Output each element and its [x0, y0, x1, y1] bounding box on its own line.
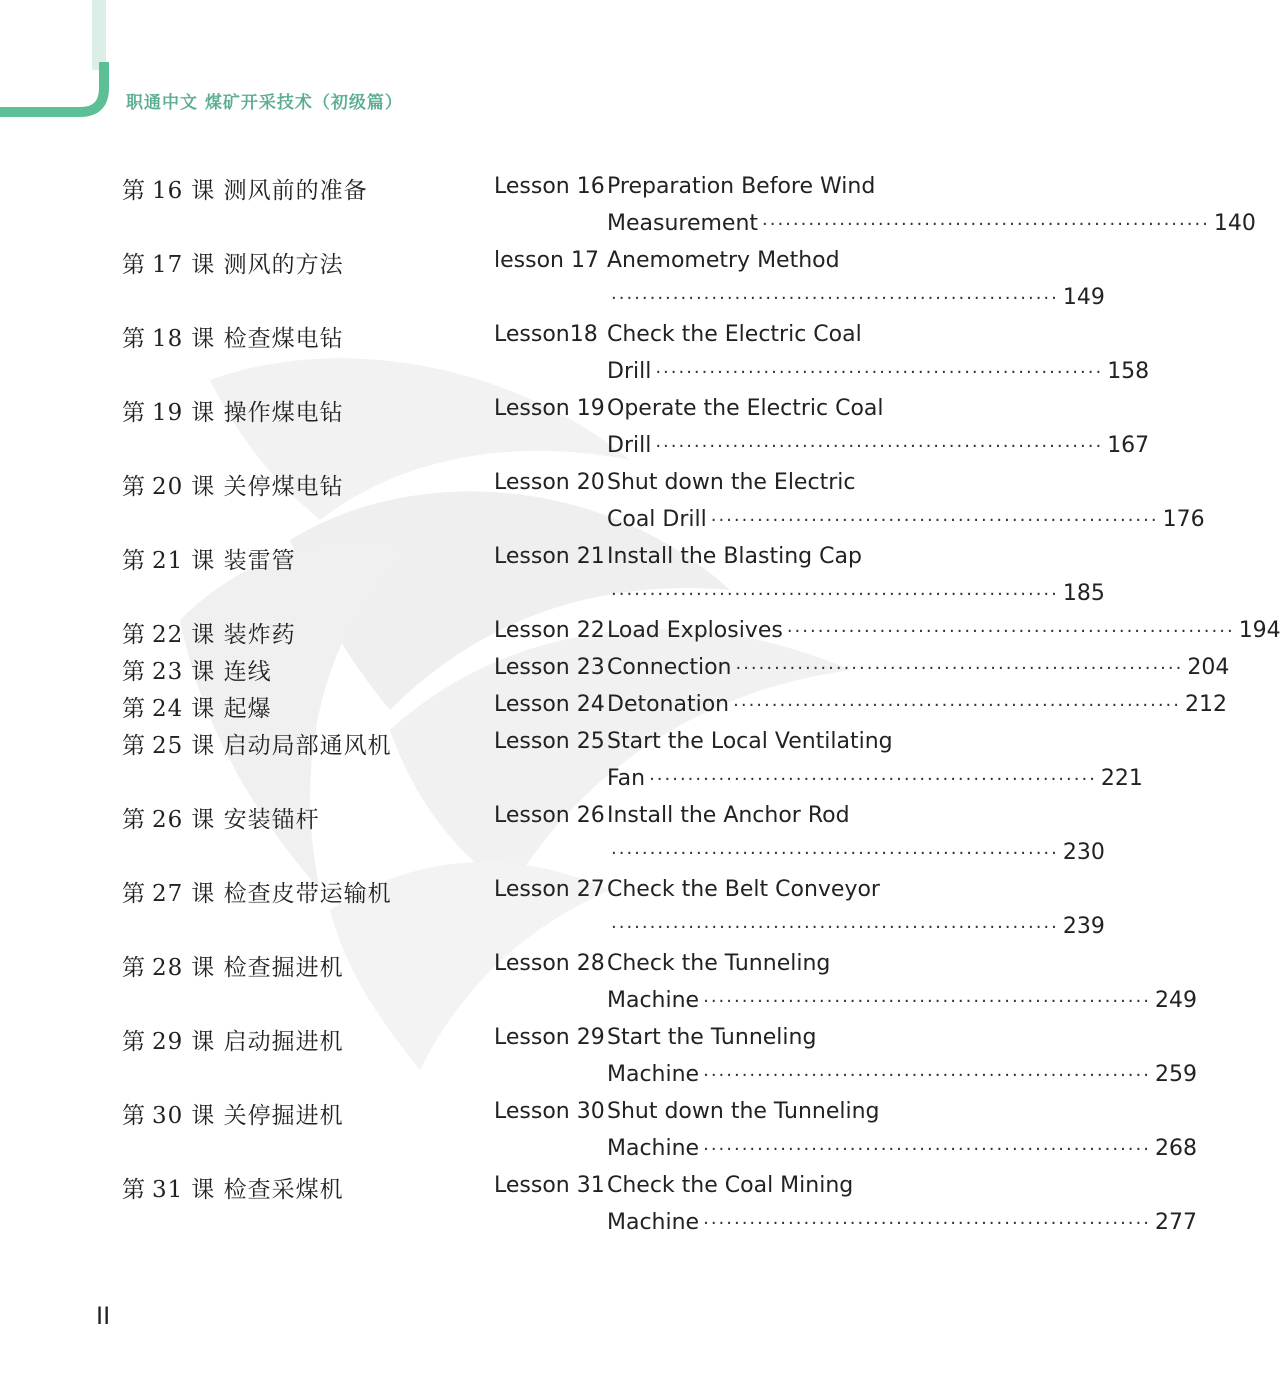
en-title-cont: Measurement [607, 211, 759, 236]
cn-lesson-title: 课 启动掘进机 [191, 1029, 344, 1055]
cn-prefix: 第 [122, 659, 146, 685]
lesson-label: Lesson 27 [494, 877, 605, 902]
toc-cn-title [122, 1171, 344, 1204]
en-title-cont: Machine [607, 988, 700, 1013]
en-title: Install the Blasting Cap [607, 544, 862, 569]
lesson-label: lesson 17 [494, 248, 599, 273]
cn-lesson-title: 课 起爆 [191, 696, 272, 722]
lesson-number: 23 [152, 659, 184, 685]
lesson-number: 19 [152, 400, 184, 426]
cn-prefix: 第 [122, 400, 146, 426]
lesson-label: Lesson 22 [494, 618, 605, 643]
toc-cn-title [122, 949, 344, 982]
en-title: Check the Coal Mining [607, 1173, 854, 1198]
leader-dots: ·························································· [735, 658, 1184, 679]
leader-dots: ·························································· [611, 843, 1059, 864]
lesson-label: Lesson 26 [494, 803, 605, 828]
lesson-label: Lesson 21 [494, 544, 605, 569]
en-title: Check the Tunneling [607, 951, 831, 976]
lesson-label: Lesson 24 [494, 692, 605, 717]
lesson-number: 18 [152, 326, 184, 352]
page-ref: 239 [1062, 914, 1105, 939]
cn-prefix: 第 [122, 1029, 146, 1055]
leader-dots: ·························································· [655, 436, 1104, 457]
cn-prefix: 第 [122, 326, 146, 352]
cn-prefix: 第 [122, 252, 146, 278]
en-title-cont: Drill [607, 433, 652, 458]
en-title-cont: Fan [607, 766, 646, 791]
toc-cn-title [122, 1097, 344, 1130]
lesson-number: 31 [152, 1177, 184, 1203]
toc-cn-title [122, 875, 392, 908]
cn-prefix: 第 [122, 622, 146, 648]
leader-dots: ·························································· [611, 288, 1059, 309]
page-ref: 268 [1154, 1136, 1197, 1161]
lesson-number: 26 [152, 807, 184, 833]
cn-prefix: 第 [122, 881, 146, 907]
page-number: II [96, 1302, 111, 1330]
en-title-cont: Coal Drill [607, 507, 707, 532]
page-ref: 185 [1062, 581, 1105, 606]
leader-dots: ·························································· [655, 362, 1104, 383]
en-title: Load Explosives [607, 618, 783, 643]
toc-cn-title [122, 690, 272, 723]
toc-cn-title [122, 616, 296, 649]
toc-entry-line [607, 840, 1105, 865]
toc-cn-title [122, 1023, 344, 1056]
toc-entry-line [607, 1062, 1197, 1087]
page-ref: 204 [1187, 655, 1230, 680]
cn-lesson-title: 课 启动局部通风机 [191, 733, 392, 759]
lesson-number: 22 [152, 622, 184, 648]
en-title: Start the Local Ventilating [607, 729, 893, 754]
toc-entry-line [607, 359, 1150, 384]
page-ref: 212 [1185, 692, 1227, 717]
toc-entry-line [607, 766, 1143, 791]
lesson-number: 16 [152, 178, 184, 204]
cn-lesson-title: 课 检查采煤机 [191, 1177, 344, 1203]
page-ref: 249 [1154, 988, 1197, 1013]
en-title-cont: Machine [607, 1210, 700, 1235]
toc-cn-title [122, 172, 368, 205]
lesson-number: 28 [152, 955, 184, 981]
lesson-label: Lesson 28 [494, 951, 605, 976]
cn-lesson-title: 课 关停掘进机 [191, 1103, 344, 1129]
cn-prefix: 第 [122, 178, 146, 204]
toc-entry-line [607, 285, 1105, 310]
page-ref: 221 [1100, 766, 1143, 791]
toc-entry-line [607, 618, 1281, 643]
toc-cn-title [122, 653, 272, 686]
leader-dots: ·························································· [786, 621, 1235, 642]
lesson-label: Lesson 16 [494, 174, 605, 199]
toc-entry-line [607, 211, 1256, 236]
cn-lesson-title: 课 检查煤电钻 [191, 326, 344, 352]
leader-dots: ·························································· [710, 510, 1159, 531]
toc-entry-line [607, 1136, 1197, 1161]
en-title-cont: Machine [607, 1062, 700, 1087]
page-ref: 194 [1238, 618, 1281, 643]
cn-lesson-title: 课 检查掘进机 [191, 955, 344, 981]
lesson-number: 17 [152, 252, 184, 278]
toc-cn-title [122, 394, 344, 427]
page-ref: 277 [1154, 1210, 1197, 1235]
leader-dots: ·························································· [703, 1139, 1151, 1160]
en-title-cont: Machine [607, 1136, 700, 1161]
en-title-cont: Drill [607, 359, 652, 384]
page-ref: 167 [1107, 433, 1150, 458]
cn-prefix: 第 [122, 733, 146, 759]
toc-cn-title [122, 727, 392, 760]
lesson-label: Lesson18 [494, 322, 598, 347]
page-ref: 259 [1154, 1062, 1197, 1087]
toc-entry-line [607, 655, 1230, 680]
toc-cn-title [122, 246, 344, 279]
en-title: Preparation Before Wind [607, 174, 876, 199]
cn-lesson-title: 课 测风前的准备 [191, 178, 368, 204]
lesson-number: 21 [152, 548, 184, 574]
en-title: Shut down the Tunneling [607, 1099, 880, 1124]
cn-prefix: 第 [122, 474, 146, 500]
toc-cn-title [122, 468, 344, 501]
toc-entry-line [607, 507, 1205, 532]
page-ref: 149 [1062, 285, 1105, 310]
page-ref: 140 [1213, 211, 1256, 236]
cn-prefix: 第 [122, 1103, 146, 1129]
lesson-label: Lesson 30 [494, 1099, 605, 1124]
leader-dots: ·························································· [733, 695, 1181, 716]
cn-lesson-title: 课 操作煤电钻 [191, 400, 344, 426]
page-ref: 176 [1162, 507, 1205, 532]
toc-cn-title [122, 542, 296, 575]
cn-prefix: 第 [122, 807, 146, 833]
cn-lesson-title: 课 测风的方法 [191, 252, 344, 278]
en-title: Start the Tunneling [607, 1025, 817, 1050]
lesson-label: Lesson 25 [494, 729, 605, 754]
cn-lesson-title: 课 装雷管 [191, 548, 296, 574]
lesson-label: Lesson 19 [494, 396, 605, 421]
running-header: 职通中文 煤矿开采技术（初级篇） [126, 93, 403, 113]
lesson-number: 25 [152, 733, 184, 759]
lesson-label: Lesson 23 [494, 655, 605, 680]
lesson-number: 27 [152, 881, 184, 907]
en-title: Anemometry Method [607, 248, 840, 273]
leader-dots: ·························································· [611, 917, 1059, 938]
cn-lesson-title: 课 检查皮带运输机 [191, 881, 392, 907]
leader-dots: ·························································· [703, 1065, 1151, 1086]
en-title: Detonation [607, 692, 730, 717]
toc-entry-line [607, 581, 1105, 606]
lesson-number: 30 [152, 1103, 184, 1129]
cn-prefix: 第 [122, 548, 146, 574]
en-title: Shut down the Electric [607, 470, 856, 495]
toc-entry-line [607, 988, 1197, 1013]
cn-lesson-title: 课 关停煤电钻 [191, 474, 344, 500]
cn-prefix: 第 [122, 696, 146, 722]
corner-decoration [0, 0, 110, 125]
page-ref: 230 [1062, 840, 1105, 865]
cn-lesson-title: 课 连线 [191, 659, 272, 685]
toc-entry-line [607, 914, 1105, 939]
lesson-number: 24 [152, 696, 184, 722]
lesson-label: Lesson 29 [494, 1025, 605, 1050]
cn-lesson-title: 课 安装锚杆 [191, 807, 320, 833]
lesson-label: Lesson 31 [494, 1173, 605, 1198]
leader-dots: ·························································· [762, 214, 1210, 235]
toc-cn-title [122, 801, 320, 834]
cn-lesson-title: 课 装炸药 [191, 622, 296, 648]
toc-entry-line [607, 692, 1227, 717]
en-title: Install the Anchor Rod [607, 803, 850, 828]
leader-dots: ·························································· [703, 991, 1151, 1012]
en-title: Connection [607, 655, 732, 680]
toc-entry-line [607, 433, 1150, 458]
en-title: Operate the Electric Coal [607, 396, 884, 421]
cn-prefix: 第 [122, 955, 146, 981]
leader-dots: ·························································· [611, 584, 1059, 605]
toc-entry-line [607, 1210, 1197, 1235]
page-ref: 158 [1107, 359, 1150, 384]
en-title: Check the Electric Coal [607, 322, 862, 347]
cn-prefix: 第 [122, 1177, 146, 1203]
lesson-number: 20 [152, 474, 184, 500]
leader-dots: ·························································· [649, 769, 1097, 790]
lesson-label: Lesson 20 [494, 470, 605, 495]
leader-dots: ·························································· [703, 1213, 1151, 1234]
lesson-number: 29 [152, 1029, 184, 1055]
en-title: Check the Belt Conveyor [607, 877, 880, 902]
toc-cn-title [122, 320, 344, 353]
